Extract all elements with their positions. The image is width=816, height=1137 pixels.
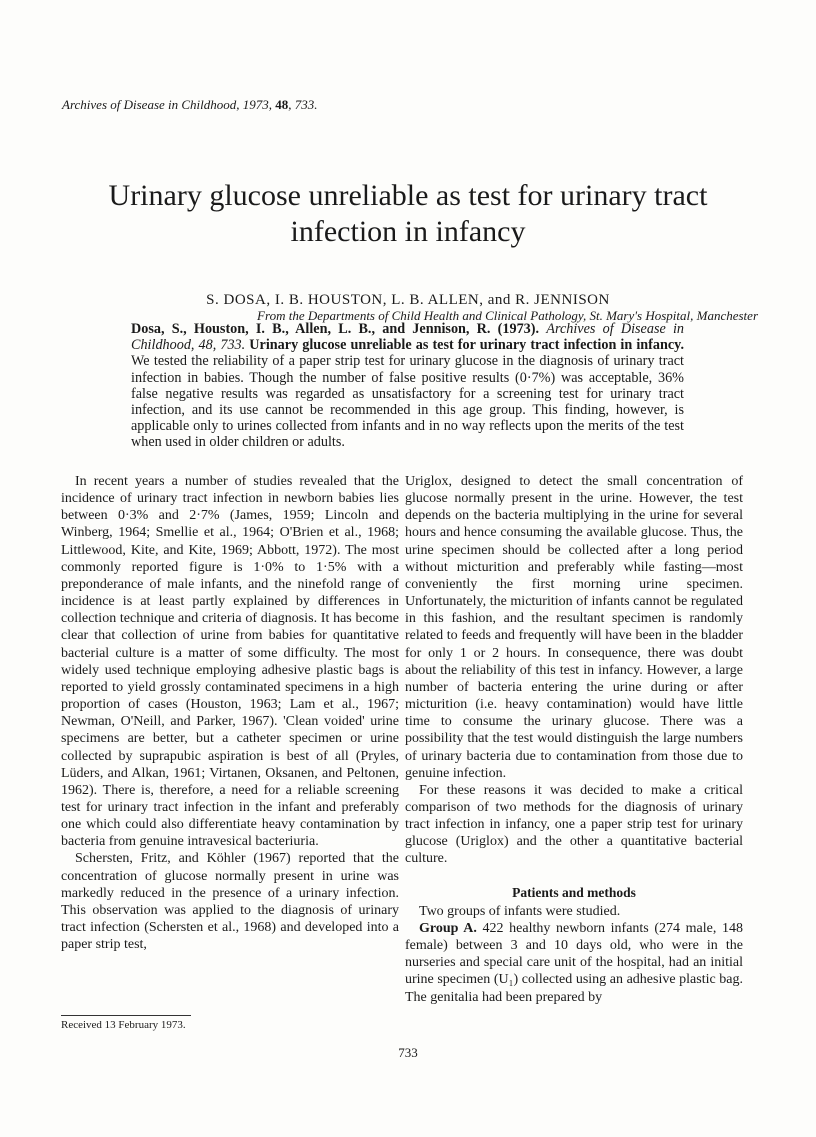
right-paragraph-1: Uriglox, designed to detect the small concentration of glucose normally present in the urine. However, the test depends on the bacteria multiplying in the urine for several hours and hence consuming the available glucose. Thus, the urine specimen should be collected after a long period without micturition and preferably while fasting—most conveniently the first morning urine specimen. Unfortunately, the micturition of infants cannot be regulated in this fashion, and the resultant specimen is randomly related to feeds and frequently will have been in the bladder for only 1 or 2 hours. In consequence, there was doubt about the reliability of this test in infancy. However, a large number of bacteria entering the urine during or after micturition (i.e. heavy contamination) would have little time to consume the urinary glucose. There was a possibility that the test would distinguish the large numbers of urinary bacteria due to contamination from those due to genuine infection. <box>405 474 743 781</box>
affiliation-text: From the Departments of Child Health and Clinical Pathology, St. Mary's Hospital, Manchester <box>257 308 758 323</box>
abstract-citation-journal: Archives of Disease in Childhood <box>131 321 685 354</box>
journal-year: , 1973, <box>236 97 276 112</box>
journal-volume: 48 <box>275 97 289 112</box>
left-paragraph-1: In recent years a number of studies revealed that the incidence of urinary tract infection in newborn babies lies between 0·3% and 2·7% (James, 1959; Lincoln and Winberg, 1964; Smellie et al., 1964; O'Brien et al., 1968; Littlewood, Kite, and Kite, 1969; Abbott, 1972). The most commonly reported figure is 1·0% to 1·5% with a preponderance of male infants, and the ninefold range of incidence is at least partly explained by differences in collection technique and criteria of diagnosis. It has become clear that collection of urine from babies for quantitative bacterial culture is a matter of some difficulty. The most widely used technique employing adhesive plastic bags is reported to yield grossly contaminated specimens in a high proportion of cases (Houston, 1963; Lam et al., 1967; Newman, O'Neill, and Parker, 1967). 'Clean voided' urine specimens are better, but a catheter specimen or urine collected by suprapubic aspiration is best of all (Pryles, Lüders, and Alkan, 1961; Virtanen, Oksanen, and Peltonen, 1962). There is, therefore, a need for a reliable screening test for urinary tract infection in the infant and preferably one which could also differentiate heavy contamination by bacteria from genuine intravesical bacteriuria. <box>61 474 399 850</box>
abstract-citation-authors: Dosa, S., Houston, I. B., Allen, L. B., and Jennison, R. (1973). <box>131 321 540 337</box>
abstract-citation-title: Urinary glucose unreliable as test for urinary tract infection in infancy. <box>249 337 685 354</box>
author-list: S. DOSA, I. B. HOUSTON, L. B. ALLEN, and R. JENNISON <box>206 292 610 308</box>
abstract-citation-volume: , 48, 733. <box>190 337 246 354</box>
journal-header <box>62 97 318 113</box>
right-column <box>405 473 743 1006</box>
left-column <box>61 473 399 953</box>
right-paragraph-3: Two groups of infants were studied. <box>419 903 621 919</box>
group-a-text: 422 healthy newborn infants (274 male, 148 female) between 3 and 10 days old, who were in the nurseries and special care unit of the hospital, had an initial urine specimen (U₁) collected using an adhesive plastic bag. The genitalia had been prepared by <box>405 920 744 1005</box>
footnote-divider <box>61 1015 191 1016</box>
journal-page: , 733. <box>288 97 318 112</box>
received-date-footnote: Received 13 February 1973. <box>61 1019 186 1031</box>
journal-name: Archives of Disease in Childhood <box>62 97 237 112</box>
right-paragraph-2: For these reasons it was decided to make a critical comparison of two methods for the diagnosis of urinary tract infection in infancy, one a paper strip test for urinary glucose (Uriglox) and the other a quantitative bacterial culture. <box>405 782 743 867</box>
right-paragraph-4 <box>405 920 743 1006</box>
article-title: Urinary glucose unreliable as test for urinary tract infection in infancy <box>108 179 708 248</box>
left-paragraph-2: Schersten, Fritz, and Köhler (1967) reported that the concentration of glucose normally present in urine was markedly reduced in the presence of a urinary infection. This observation was applied to the diagnosis of urinary tract infection (Schersten et al., 1968) and developed into a paper strip test, <box>61 851 399 953</box>
page-number: 733 <box>398 1045 418 1060</box>
abstract-body: We tested the reliability of a paper strip test for urinary glucose in the diagnosis of urinary tract infection in babies. Though the number of false positive results (0·7%) was acceptable, 36% false negative results was regarded as unsatisfactory for a screening test for urinary tract infection, and its use cannot be recommended in this age group. This finding, however, is applicable only to urines collected from infants and in no way reflects upon the merits of the test when used in older children or adults. <box>131 353 684 451</box>
section-heading: Patients and methods <box>512 884 636 900</box>
abstract <box>131 321 684 451</box>
group-a-label: Group A. <box>419 920 477 936</box>
